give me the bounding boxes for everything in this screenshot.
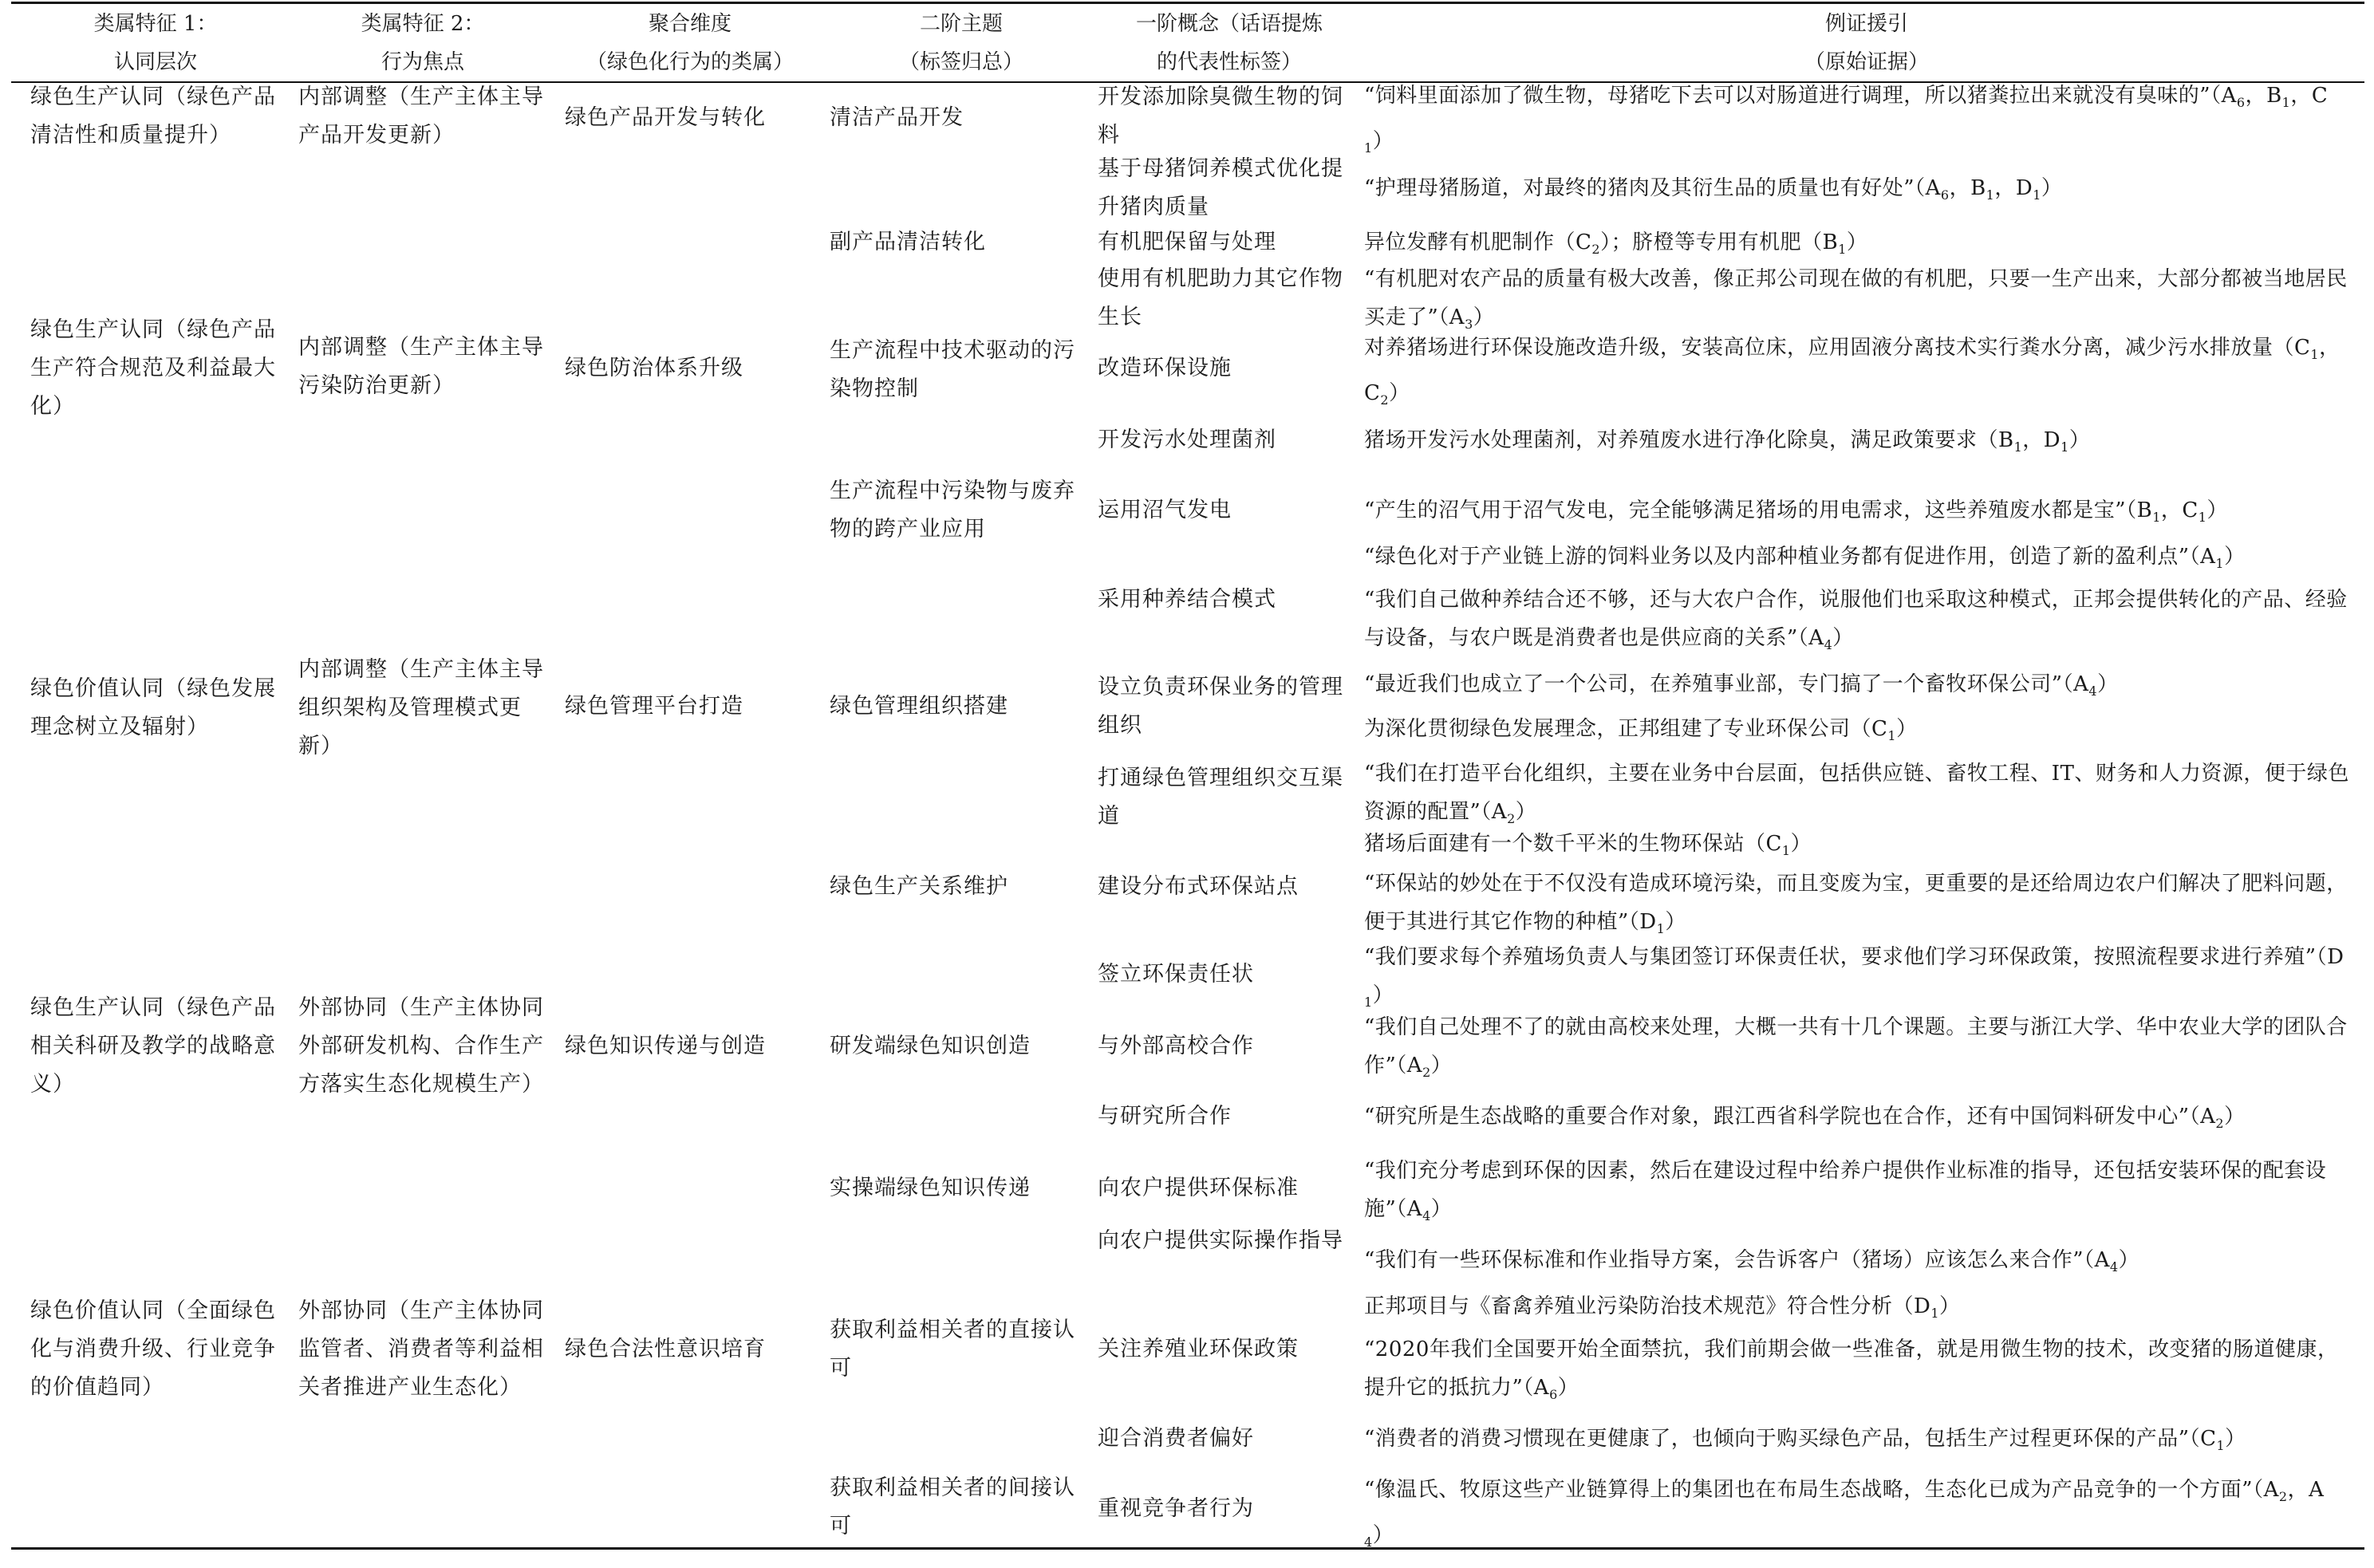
identity-level-cell: 绿色生产认同（绿色产品清洁性和质量提升） [30, 85, 276, 148]
header-col5-line1: 一阶概念（话语提炼 [1135, 12, 1323, 36]
second-order-theme-cell: 获取利益相关者的间接认可 [830, 1475, 1075, 1538]
second-order-theme-cell: 研发端绿色知识创造 [830, 1034, 1031, 1058]
header-col3-line2: （绿色化行为的类属） [586, 50, 794, 74]
second-order-theme-cell: 清洁产品开发 [830, 105, 964, 130]
header-col1-line2: 认同层次 [113, 50, 197, 74]
header-col2-line1: 类属特征 2： [361, 12, 485, 36]
header-col1 [32, 5, 279, 81]
first-order-concept-cell: 重视竞争者行为 [1098, 1496, 1254, 1521]
aggregate-dimension-cell: 绿色防治体系升级 [565, 356, 743, 380]
aggregate-dimension-cell: 绿色管理平台打造 [565, 694, 743, 719]
identity-level-cell: 绿色生产认同（绿色产品相关科研及教学的战略意义） [30, 995, 276, 1097]
first-order-concept-cell: 开发添加除臭微生物的饲料 [1098, 85, 1343, 148]
evidence-quote-cell: 猪场开发污水处理菌剂，对养殖废水进行净化除臭，满足政策要求（$B_1$，$D_1$） [1364, 428, 2091, 455]
table-top-rule [11, 2, 2364, 4]
first-order-concept-cell: 签立环保责任状 [1098, 962, 1254, 987]
evidence-quote-cell: 对养猪场进行环保设施改造升级，安装高位床，应用固液分离技术实行粪水分离，减少污水排放量（$C_1$，$C_2$） [1364, 336, 2340, 408]
evidence-quote-cell: “我们在打造平台化组织，主要在业务中台层面，包括供应链、畜牧工程、IT、财务和人力资源，便于绿色资源的配置$”(A_2)$ [1364, 762, 2349, 826]
second-order-theme-cell: 生产流程中技术驱动的污染物控制 [830, 338, 1075, 401]
first-order-concept-cell: 运用沼气发电 [1098, 498, 1232, 522]
header-col4-line2: （标签归总） [898, 50, 1023, 74]
evidence-quote-cell: “绿色化对于产业链上游的饲料业务以及内部种植业务都有促进作用，创造了新的盈利点$”(A_1)$ [1364, 545, 2246, 571]
behavior-focus-cell: 外部协同（生产主体协同监管者、消费者等利益相关者推进产业生态化） [298, 1298, 544, 1400]
second-order-theme-cell: 获取利益相关者的直接认可 [830, 1318, 1075, 1381]
first-order-concept-cell: 改造环保设施 [1098, 356, 1232, 380]
first-order-concept-cell: 基于母猪饲养模式优化提升猪肉质量 [1098, 156, 1343, 219]
evidence-quote-cell: “消费者的消费习惯现在更健康了，也倾向于购买绿色产品，包括生产过程更环保的产品$”(C_1)$ [1364, 1427, 2246, 1453]
first-order-concept-cell: 与研究所合作 [1098, 1104, 1232, 1129]
evidence-quote-cell: 为深化贯彻绿色发展理念，正邦组建了专业环保公司$(C_1)$ [1364, 717, 1918, 743]
behavior-focus-cell: 内部调整（生产主体主导组织架构及管理模式更新） [298, 657, 544, 758]
second-order-theme-cell: 绿色生产关系维护 [830, 874, 1008, 899]
behavior-focus-cell: 内部调整（生产主体主导污染防治更新） [298, 335, 544, 398]
first-order-concept-cell: 使用有机肥助力其它作物生长 [1098, 266, 1343, 329]
behavior-focus-cell: 外部协同（生产主体协同外部研发机构、合作生产方落实生态化规模生产） [298, 995, 544, 1097]
first-order-concept-cell: 关注养殖业环保政策 [1098, 1337, 1299, 1361]
evidence-quote-cell: “我们自己做种养结合还不够，还与大农户合作，说服他们也采取这种模式，正邦会提供转化的产品、经验与设备，与农户既是消费者也是供应商的关系$”(A_4)$ [1364, 588, 2348, 652]
second-order-theme-cell: 绿色管理组织搭建 [830, 694, 1008, 719]
first-order-concept-cell: 打通绿色管理组织交互渠道 [1098, 766, 1343, 829]
aggregate-dimension-cell: 绿色知识传递与创造 [565, 1034, 766, 1058]
header-col5 [1098, 5, 1361, 81]
evidence-quote-cell: 异位发酵有机肥制作$(C_2)$；脐橙等专用有机肥$(B_1)$ [1364, 230, 1868, 257]
header-col1-line1: 类属特征 1： [93, 12, 218, 36]
header-col6 [1739, 5, 1994, 81]
header-col2 [303, 5, 542, 81]
first-order-concept-cell: 向农户提供实际操作指导 [1098, 1228, 1343, 1253]
behavior-focus-cell: 内部调整（生产主体主导产品开发更新） [298, 85, 544, 148]
evidence-quote-cell: “我们有一些环保标准和作业指导方案，会告诉客户（猪场）应该怎么来合作$”(A_4)$ [1364, 1248, 2140, 1274]
header-col5-line2: 的代表性标签） [1156, 50, 1302, 74]
evidence-quote-cell: “护理母猪肠道，对最终的猪肉及其衍生品的质量也有好处$”(A_6$，$B_1$，$D_1$） [1364, 176, 2063, 203]
identity-level-cell: 绿色生产认同（绿色产品生产符合规范及利益最大化） [30, 317, 276, 419]
evidence-quote-cell: “最近我们也成立了一个公司，在养殖事业部，专门搞了一个畜牧环保公司$”(A_4)$ [1364, 672, 2119, 699]
evidence-quote-cell: “像温氏、牧原这些产业链算得上的集团也在布局生态战略，生态化已成为产品竞争的一个方面$”(A_2$，$A_4$） [1364, 1478, 2325, 1550]
second-order-theme-cell: 副产品清洁转化 [830, 230, 986, 254]
first-order-concept-cell: 采用种养结合模式 [1098, 587, 1276, 612]
evidence-quote-cell: “环保站的妙处在于不仅没有造成环境污染，而且变废为宝，更重要的是还给周边农户们解决了肥料问题，便于其进行其它作物的种植$”(D_1)$ [1364, 872, 2348, 936]
evidence-quote-cell: “我们要求每个养殖场负责人与集团签订环保责任状，要求他们学习环保政策，按照流程要求进行养殖$”(D_1)$ [1364, 945, 2344, 1010]
header-col2-line2: 行为焦点 [381, 50, 464, 74]
evidence-quote-cell: 正邦项目与《畜禽养殖业污染防治技术规范》符合性分析$(D_1)$ [1364, 1294, 1961, 1321]
identity-level-cell: 绿色价值认同（全面绿色化与消费升级、行业竞争的价值趋同） [30, 1298, 276, 1400]
header-col4 [838, 5, 1085, 81]
first-order-concept-cell: 迎合消费者偏好 [1098, 1426, 1254, 1451]
aggregate-dimension-cell: 绿色产品开发与转化 [565, 105, 766, 130]
first-order-concept-cell: 开发污水处理菌剂 [1098, 427, 1276, 452]
second-order-theme-cell: 生产流程中污染物与废弃物的跨产业应用 [830, 479, 1075, 542]
header-col4-line1: 二阶主题 [919, 12, 1003, 36]
header-col3 [558, 5, 822, 81]
evidence-quote-cell: “我们自己处理不了的就由高校来处理，大概一共有十几个课题。主要与浙江大学、华中农业大学的团队合作$”(A_2)$ [1364, 1015, 2348, 1080]
evidence-quote-cell: “饲料里面添加了微生物，母猪吃下去可以对肠道进行调理，所以猪粪拉出来就没有臭味的$”(A_6$，$B_1$，$C_1$） [1364, 84, 2329, 156]
evidence-quote-cell: “我们充分考虑到环保的因素，然后在建设过程中给养户提供作业标准的指导，还包括安装环保的配套设施$”(A_4)$ [1364, 1159, 2327, 1223]
aggregate-dimension-cell: 绿色合法性意识培育 [565, 1337, 766, 1361]
header-col6-line1: 例证援引 [1824, 12, 1908, 36]
evidence-quote-cell: “产生的沼气用于沼气发电，完全能够满足猪场的用电需求，这些养殖废水都是宝$”(B_1$，$C_1$） [1364, 498, 2228, 525]
first-order-concept-cell: 向农户提供环保标准 [1098, 1176, 1299, 1200]
evidence-quote-cell: “2020年我们全国要开始全面禁抗，我们前期会做一些准备，就是用微生物的技术，改变猪的肠道健康，提升它的抵抗力$”(A_6)$ [1364, 1338, 2339, 1402]
first-order-concept-cell: 与外部高校合作 [1098, 1034, 1254, 1058]
first-order-concept-cell: 有机肥保留与处理 [1098, 230, 1276, 254]
header-col6-line2: （原始证据） [1804, 50, 1929, 74]
evidence-quote-cell: 猪场后面建有一个数千平米的生物环保站$(C_1)$ [1364, 832, 1812, 858]
second-order-theme-cell: 实操端绿色知识传递 [830, 1176, 1031, 1200]
identity-level-cell: 绿色价值认同（绿色发展理念树立及辐射） [30, 676, 276, 739]
first-order-concept-cell: 设立负责环保业务的管理组织 [1098, 675, 1343, 738]
first-order-concept-cell: 建设分布式环保站点 [1098, 874, 1299, 899]
evidence-quote-cell: “有机肥对农产品的质量有极大改善，像正邦公司现在做的有机肥，只要一生产出来，大部分都被当地居民买走了$”(A_3)$ [1364, 267, 2348, 332]
header-col3-line1: 聚合维度 [648, 12, 732, 36]
evidence-quote-cell: “研究所是生态战略的重要合作对象，跟江西省科学院也在合作，还有中国饲料研发中心$”(A_2)$ [1364, 1105, 2246, 1131]
